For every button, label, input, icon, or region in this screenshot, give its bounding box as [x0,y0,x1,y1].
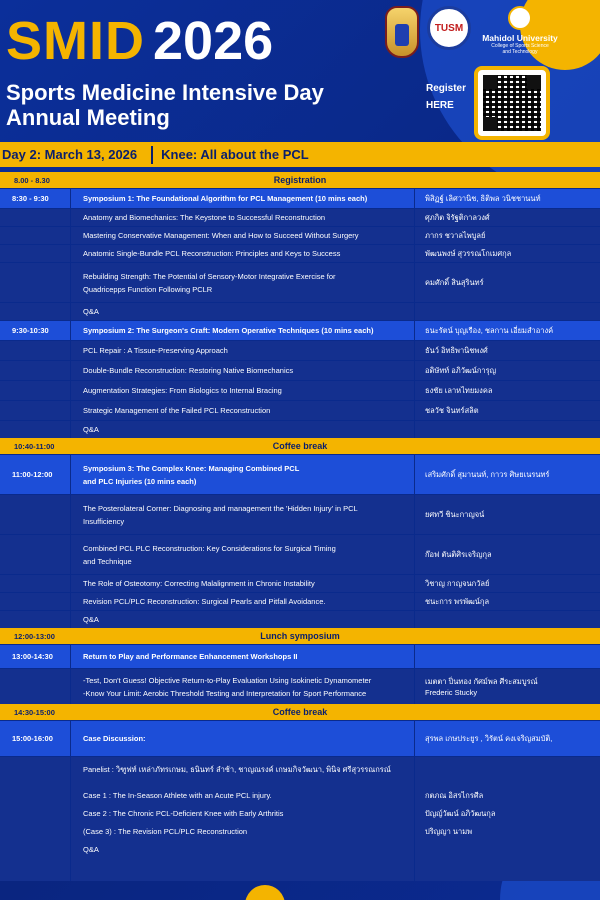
table-row [0,188,600,208]
time-cell [0,341,70,360]
table-row [0,610,600,628]
speaker-line: ปริญญา นามพ [425,827,473,836]
day-topic: Knee: All about the PCL [161,147,309,162]
table-row [0,208,600,226]
talk-title: The Role of Osteotomy: Correcting Malalignment in Chronic Instability [70,575,414,592]
time-cell [0,401,70,420]
session-title: Case Discussion: [70,721,414,756]
session-title: Return to Play and Performance Enhancement Workshops II [70,645,414,668]
time-cell: 10:40-11:00 [14,441,55,451]
speaker-cell: ยศทวี ชินะกาญจน์ [414,495,600,534]
time-cell [0,575,70,592]
time-cell [0,757,70,881]
table-row [0,380,600,400]
speaker-cell [414,421,600,438]
table-row [0,244,600,262]
time-cell [0,593,70,610]
speaker-cell: ชลวัช จินทร์สลิต [414,401,600,420]
case-speakers [414,757,600,881]
table-row [0,644,600,668]
speaker-line: Frederic Stucky [425,687,478,697]
qa-label: Q&A [70,303,414,320]
talk-title [70,495,414,534]
table-row [0,534,600,574]
talk-title-line: The Posterolateral Corner: Diagnosing and management the 'Hidden Injury' in PCL [83,503,358,513]
table-row [0,320,600,340]
schedule-header-row [0,172,600,188]
talk-title: Strategic Management of the Failed PCL Reconstruction [70,401,414,420]
panelist-line: Panelist : วิฑูฟท์ เหล่าภัทรเกษม, ธนินทร์ ลำช้า, ชาญณรงค์ เกษมกิจวัฒนา, พินิจ ศรีสุวรรณกรณ์ [83,765,391,774]
schedule-table [0,172,600,881]
talk-title: Anatomic Single-Bundle PCL Reconstruction: Principles and Keys to Success [70,245,414,262]
schedule-header-row [0,704,600,720]
talk-title: Revision PCL/PLC Reconstruction: Surgical Pearls and Pitfall Avoidance. [70,593,414,610]
time-cell [0,421,70,438]
subtitle-line2: Annual Meeting [6,105,170,130]
talk-title-line: Rebuilding Strength: The Potential of Sensory-Motor Integrative Exercise for [83,271,336,281]
speaker-cell: พิสิฏฐ์ เลิศวานิช, ธิติพล วนิชชานนท์ [414,189,600,208]
time-cell [0,303,70,320]
speaker-cell: วิชาญ กาญจนกวัลย์ [414,575,600,592]
table-row [0,302,600,320]
talk-title-line: Combined PCL PLC Reconstruction: Key Considerations for Surgical Timing [83,543,336,553]
workshop-line: -Know Your Limit: Aerobic Threshold Testing and Interpretation for Sport Performance [83,688,367,698]
speaker-cell: ชนะการ พรพัฒน์กุล [414,593,600,610]
tusm-logo: TUSM [427,6,471,50]
speaker-cell: พัฒนพงษ์ สุวรรณโกเมศกุล [414,245,600,262]
talk-title: PCL Repair : A Tissue-Preserving Approach [70,341,414,360]
speaker-line: กตภณ อิสรไกรศีล [425,791,484,800]
session-label: Lunch symposium [260,631,340,641]
table-row [0,720,600,756]
time-cell: 9:30-10:30 [0,321,70,340]
register-line2: HERE [426,100,454,111]
time-cell [0,245,70,262]
time-cell: 12:00-13:00 [14,631,55,641]
time-cell [0,611,70,628]
session-title: Symposium 2: The Surgeon's Craft: Modern Operative Techniques (10 mins each) [70,321,414,340]
time-cell: 8.00 - 8.30 [14,175,50,185]
speaker-cell [414,611,600,628]
session-title: Symposium 1: The Foundational Algorithm for PCL Management (10 mins each) [70,189,414,208]
schedule-header-row [0,628,600,644]
table-row [0,592,600,610]
time-cell: 13:00-14:30 [0,645,70,668]
time-cell [0,361,70,380]
speaker-cell [414,303,600,320]
table-row [0,340,600,360]
table-row [0,494,600,534]
qa-label: Q&A [70,421,414,438]
register-qr-code[interactable] [474,66,550,140]
speaker-cell: ก๊อฟ ตันติศิรเจริญกุล [414,535,600,574]
table-row [0,668,600,704]
talk-title-line: Insufficiency [83,516,125,526]
table-row [0,360,600,380]
mahidol-college: College of Sports Science [491,43,549,49]
talk-title [70,263,414,302]
table-row [0,226,600,244]
day-bar [0,142,600,167]
speaker-cell: ธงชัย เลาหไทยมงคล [414,381,600,400]
register-label [426,80,466,114]
crest-logo-icon [385,6,419,58]
title-smid: SMID [6,11,145,71]
speaker-cell: คมศักดิ์ สินสุรินทร์ [414,263,600,302]
schedule-header-row [0,438,600,454]
time-cell: 8:30 - 9:30 [0,189,70,208]
speaker-cell [414,669,600,704]
logo-strip [385,6,557,58]
table-row [0,574,600,592]
case-title: (Case 3) : The Revision PCL/PLC Reconstruction [83,827,248,836]
speaker-cell: ศุภกิต จิรัฐติกาลวงศ์ [414,209,600,226]
day-label: Day 2: March 13, 2026 [2,147,138,162]
session-label: Coffee break [272,707,328,717]
table-row [0,756,600,881]
table-row [0,400,600,420]
divider [151,146,153,164]
mahidol-name: Mahidol University [482,33,558,43]
workshop-line: -Test, Don't Guess! Objective Return-to-Play Evaluation Using Isokinetic Dynamometer [83,675,372,685]
speaker-cell [414,645,600,668]
session-title [70,455,414,494]
qr-code-icon [483,75,541,131]
talk-title [70,535,414,574]
time-cell: 11:00-12:00 [0,455,70,494]
mahidol-college-2: and Technology [502,49,538,55]
case-title: Case 2 : The Chronic PCL-Deficient Knee with Early Arthritis [83,809,284,818]
time-cell [0,535,70,574]
table-row [0,420,600,438]
talk-title-line: and Technique [83,556,132,566]
time-cell [0,209,70,226]
talk-title [70,669,414,704]
speaker-cell: อดิษัทท์ อภิวัฒน์การุญ [414,361,600,380]
time-cell: 15:00-16:00 [0,721,70,756]
event-title [6,11,324,130]
register-line1: Register [426,83,467,94]
speaker-cell: ภากร ชวาลไพบูลย์ [414,227,600,244]
speaker-line: ปัญญ์วัฒน์ อภิวัฒนกุล [425,809,496,818]
case-list [70,757,414,881]
session-title-line: Symposium 3: The Complex Knee: Managing Combined PCL [83,463,300,473]
talk-title: Mastering Conservative Management: When and How to Succeed Without Surgery [70,227,414,244]
time-cell [0,263,70,302]
subtitle-line1: Sports Medicine Intensive Day [6,80,324,105]
speaker-cell: เสริมศักดิ์ สุมานนท์, กาวร ศิษยเนรนทร์ [414,455,600,494]
session-label: Coffee break [272,441,328,451]
table-row [0,262,600,302]
time-cell [0,381,70,400]
talk-title: Double-Bundle Reconstruction: Restoring Native Biomechanics [70,361,414,380]
title-year: 2026 [153,11,274,71]
mahidol-seal-icon [508,6,532,30]
session-title-line: and PLC Injuries (10 mins each) [83,476,197,486]
speaker-cell: ธนะรัตน์ บุญเรือง, ชลกาน เอี่ยมสำอางค์ [414,321,600,340]
mahidol-logo [483,6,557,55]
case-title: Case 1 : The In-Season Athlete with an Acute PCL injury. [83,791,272,800]
time-cell: 14:30-15:00 [14,707,55,717]
speaker-cell: สุรพล เกษประยูร , วิรัตน์ คงเจริญสมบัติ, [414,721,600,756]
table-row [0,454,600,494]
qa-label: Q&A [70,611,414,628]
time-cell [0,669,70,704]
speaker-line: เมตตา ปิ่นทอง กัศม์พล ศีระสมบูรณ์ [425,676,538,686]
decor-circle [245,885,285,900]
talk-title: Anatomy and Biomechanics: The Keystone to Successful Reconstruction [70,209,414,226]
talk-title: Augmentation Strategies: From Biologics to Internal Bracing [70,381,414,400]
speaker-cell: ธันว์ อิทธิพานิชพงศ์ [414,341,600,360]
time-cell [0,227,70,244]
talk-title-line: Quadricepps Function Following PCLR [83,284,213,294]
session-label: Registration [273,175,327,185]
qa-label: Q&A [83,845,99,854]
time-cell [0,495,70,534]
